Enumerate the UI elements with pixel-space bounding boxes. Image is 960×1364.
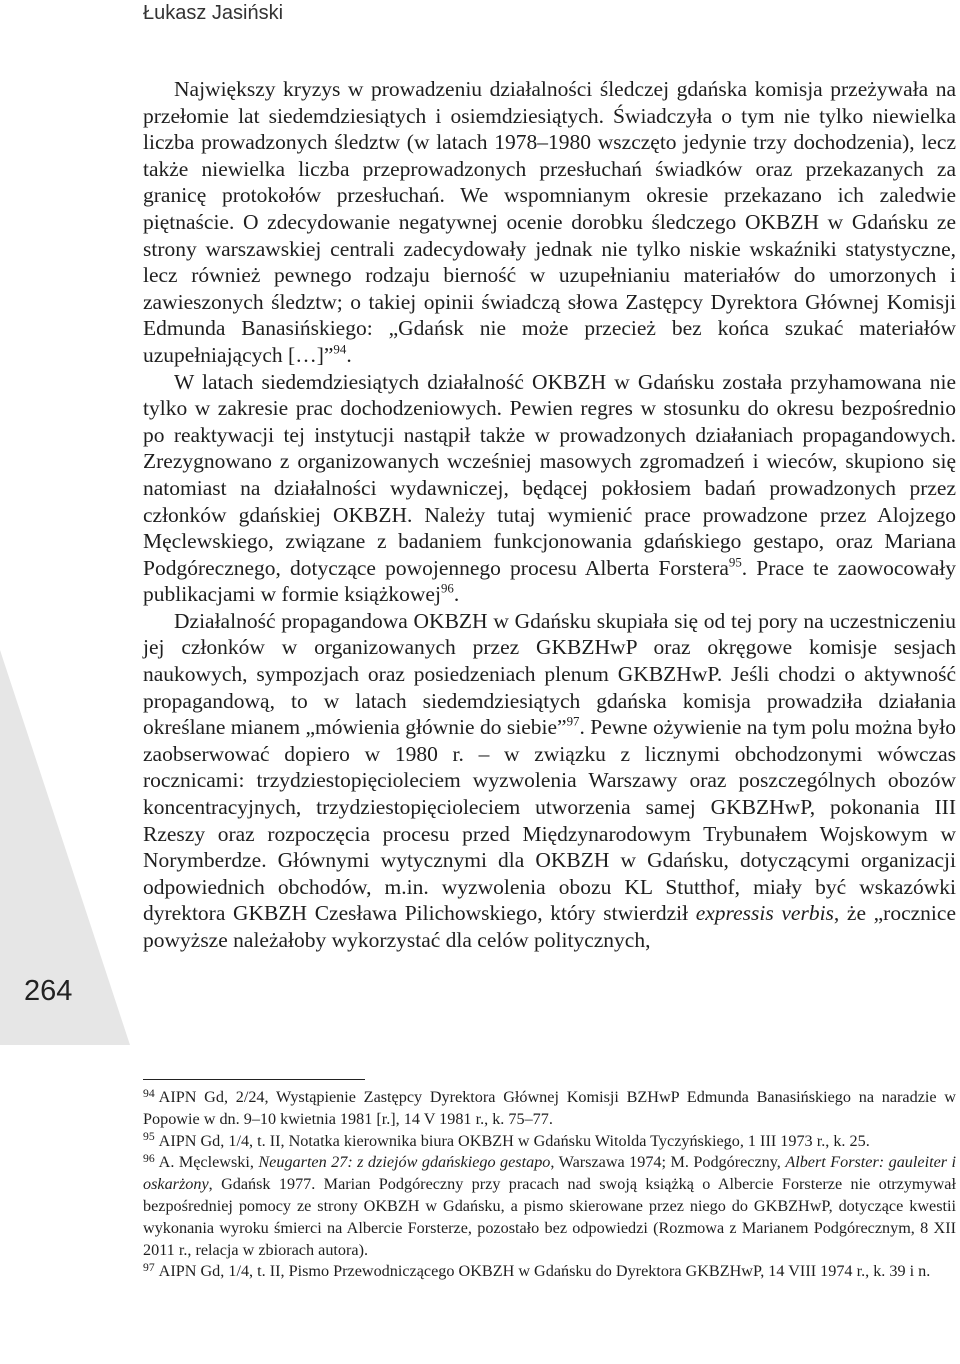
paragraph-text: . Prace te zaowocowały publikacjami w formie książkowej (143, 555, 956, 607)
paragraph-text: Działalność propagandowa OKBZH w Gdańsku skupiała się od tej pory na uczestniczeniu jej członków w organizowanych przez GKBZHwP oraz okręgowe komisje sesjach naukowych, sympozjach oraz posiedzeniach plenum GKBZHwP. Jeśli chodzi o aktywność propagandową, to w latach siedemdziesiątych gdańska komisja prowadziła działania określane mianem „mówienia głównie do siebie” (143, 608, 956, 740)
paragraph-text: . (346, 342, 352, 367)
paragraph-italic: expressis verbis (695, 901, 834, 926)
footnote-96 (143, 1152, 956, 1261)
footnote-number: 95 (143, 1130, 155, 1144)
footnote-text: AIPN Gd, 1/4, t. II, Notatka kierownika biura OKBZH w Gdańsku Witolda Tyczyńskiego, 1 III 1973 r., k. 25. (158, 1131, 870, 1150)
footnote-text: , Gdańsk 1977. Marian Podgóreczny przy pracach nad swoją książką o Albercie Forsterze nie otrzymywał bezpośredniej pomocy ze strony OKBZH w Gdańsku, a pismo skierowane przez niego do GKBZHwP, dotyczące kwestii wykonania wyroku śmierci na Albercie Forsterze, pozostało bez odpowiedzi (Rozmowa z Marianem Podgórecznym, 8 XII 2011 r., relacja w zbiorach autora). (143, 1175, 956, 1259)
footnote-text: A. Męclewski, (158, 1153, 259, 1172)
running-header-author: Łukasz Jasiński (143, 2, 284, 24)
footnote-ref-97[interactable]: 97 (566, 714, 580, 729)
footnote-text: AIPN Gd, 2/24, Wystąpienie Zastępcy Dyrektora Głównej Komisji BZHwP Edmunda Banasińskiego na naradzie w Popowie w dn. 9–10 kwietnia 1981 [r.], 14 V 1981 r., k. 75–77. (143, 1088, 956, 1128)
paragraph-text: . Pewne ożywienie na tym polu można było zaobserwować dopiero w 1980 r. – w związku z licznymi obchodzonymi wówczas rocznicami: trzydziestopięcioleciem wyzwolenia Warszawy oraz poszczególnych obozów koncentracyjnych, trzydziestopięcioleciem utworzenia samej GKBZHwP, pokonania III Rzeszy oraz rozpoczęcia procesu przed Międzynarodowym Trybunałem Wojskowym w Norymberdze. Głównymi wytycznymi dla OKBZH w Gdańsku, dotyczącymi organizacji odpowiednich obchodów, m.in. wyzwolenia obozu KL Stutthof, miały być wskazówki dyrektora GKBZH Czesława Pilichowskiego, który stwierdził (143, 715, 956, 926)
footnote-number: 96 (143, 1152, 155, 1166)
footnote-italic: Neugarten 27: z dziejów gdańskiego gestapo (258, 1153, 551, 1172)
main-text (143, 76, 956, 954)
footnote-number: 97 (143, 1261, 155, 1275)
paragraph-3 (143, 608, 956, 954)
footnote-italic: Albert Forster: gauleiter i oskarżony (143, 1153, 957, 1194)
paragraph-2 (143, 369, 956, 608)
footnote-97 (143, 1261, 956, 1283)
paragraph-text: , że „rocznice powyższe należałoby wykorzystać dla celów politycznych, (143, 901, 956, 952)
footnotes (143, 1087, 956, 1283)
footnote-ref-95[interactable]: 95 (728, 555, 742, 570)
paragraph-1 (143, 76, 956, 369)
footnote-ref-96[interactable]: 96 (440, 581, 454, 596)
footnote-text: , Warszawa 1974; M. Podgóreczny, (550, 1153, 786, 1172)
footnote-94 (143, 1087, 956, 1131)
footnote-separator (143, 1079, 365, 1080)
paragraph-text: . (453, 582, 460, 607)
paragraph-text: W latach siedemdziesiątych działalność OKBZH w Gdańsku została przyhamowana nie tylko w zakresie prac dochodzeniowych. Pewien regres w stosunku do okresu bezpośrednio po reaktywacji tej instytucji nastąpił także w prowadzonych działaniach propagandowych. Zrezygnowano z organizowanych wcześniej masowych zgromadzeń i wieców, skupiono się natomiast na działalności wydawniczej, będącej pokłosiem badań prowadzonych przez członków gdańskiej OKBZH. Należy tutaj wymienić prace prowadzone przez Alojzego Męclewskiego, związane z badaniem funkcjonowania gdańskiego gestapo, oraz Mariana Podgórecznego, dotyczące powojennego procesu Alberta Forstera (143, 369, 956, 580)
footnote-number: 94 (143, 1086, 155, 1100)
footnote-95 (143, 1131, 956, 1153)
paragraph-text: Największy kryzys w prowadzeniu działalności śledczej gdańska komisja przeżywała na przełomie lat siedemdziesiątych i osiemdziesiątych. Świadczyła o tym nie tylko niewielka liczba prowadzonych śledztw (w latach 1978–1980 wszczęto jedynie trzy dochodzenia), lecz także niewielka liczba przeprowadzonych przesłuchań świadków oraz przekazanych za granicę protokołów przesłuchań. We wspomnianym okresie przekazano ich zaledwie piętnaście. O zdecydowanie negatywnej ocenie dorobku śledczego OKBZH w Gdańsku ze strony warszawskiej centrali zadecydowały jednak nie tylko niskie wskaźniki statystyczne, lecz również pewnego rodzaju bierność w uzupełnianiu materiałów do umorzonych i zawieszonych śledztw; o takiej opinii świadczą słowa Zastępcy Dyrektora Głównej Komisji Edmunda Banasińskiego: „Gdańsk nie może przecież bez końca szukać materiałów uzupełniających […]” (143, 77, 956, 367)
footnote-ref-94[interactable]: 94 (333, 342, 347, 357)
page-number: 264 (24, 975, 73, 1007)
footnote-text: AIPN Gd, 1/4, t. II, Pismo Przewodniczącego OKBZH w Gdańsku do Dyrektora GKBZHwP, 14 VIII 1974 r., k. 39 i n. (158, 1262, 931, 1281)
